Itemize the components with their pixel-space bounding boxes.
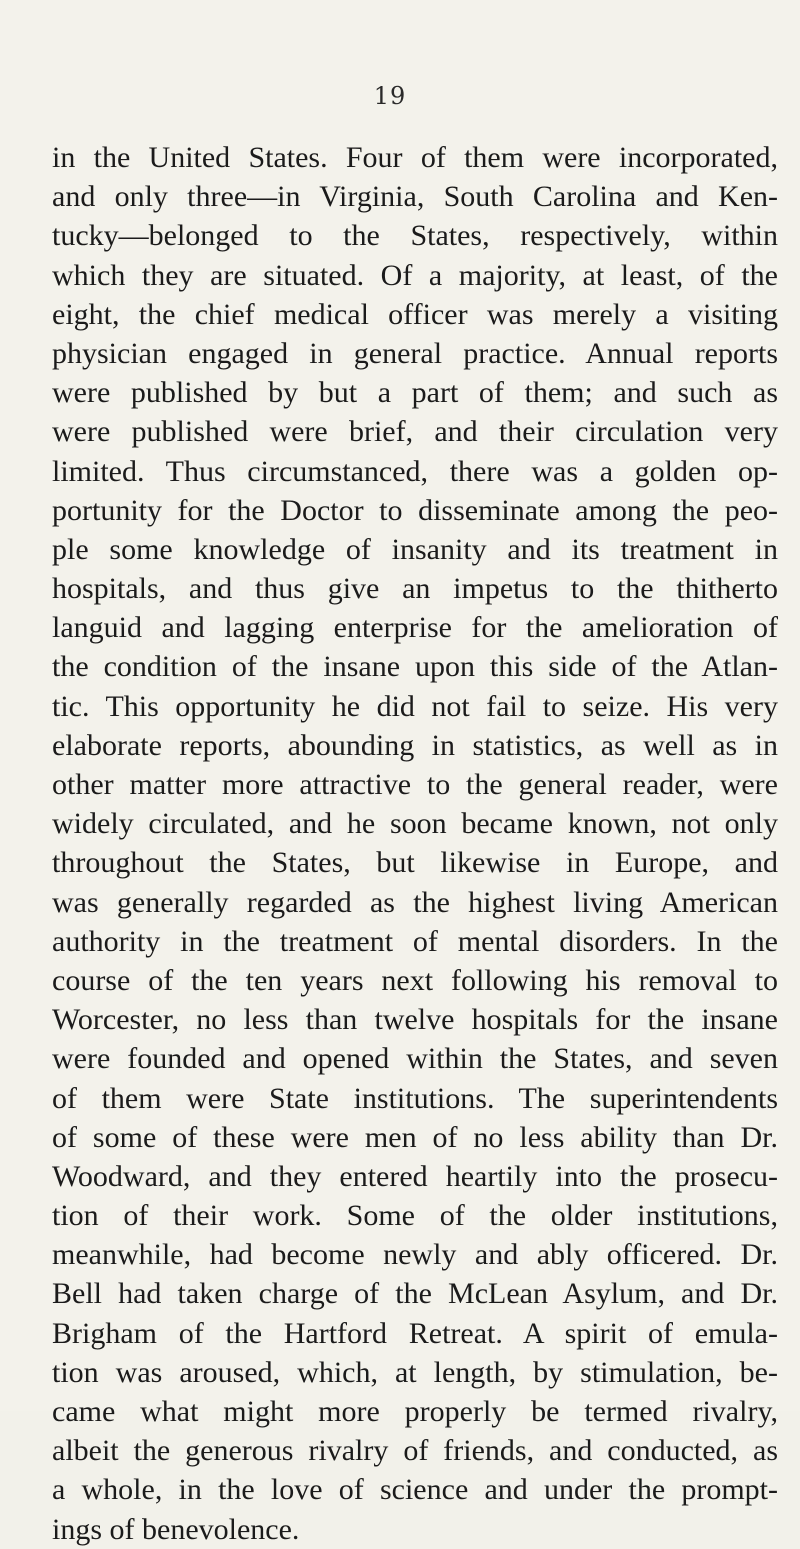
text-line: were published were brief, and their circulation very <box>52 415 778 449</box>
text-line: in the United States. Four of them were incorporated, <box>52 141 778 174</box>
text-line: portunity for the Doctor to disseminate among the peo- <box>52 493 778 527</box>
text-line: Bell had taken charge of the McLean Asylum, and Dr. <box>52 1277 778 1311</box>
text-line: Worcester, no less than twelve hospitals for the insane <box>52 1003 778 1037</box>
text-line: eight, the chief medical officer was merely a visiting <box>52 297 778 331</box>
text-line: tucky—belonged to the States, respectively, within <box>52 219 778 253</box>
text-line: languid and lagging enterprise for the amelioration of <box>52 611 778 645</box>
page-number: 19 <box>373 82 407 110</box>
text-line: meanwhile, had become newly and ably officered. Dr. <box>52 1238 778 1272</box>
text-line: course of the ten years next following his removal to <box>52 963 778 997</box>
text-line: came what might more properly be termed rivalry, <box>52 1395 778 1428</box>
text-line: authority in the treatment of mental disorders. In the <box>52 924 778 958</box>
text-line: ple some knowledge of insanity and its treatment in <box>52 532 778 566</box>
text-line: of them were State institutions. The superintendents <box>52 1081 778 1115</box>
text-line: a whole, in the love of science and under the prompt- <box>52 1473 778 1507</box>
text-line: the condition of the insane upon this side of the Atlan- <box>52 650 778 684</box>
text-line: Brigham of the Hartford Retreat. A spirit of emula- <box>52 1316 778 1350</box>
body-text <box>52 138 778 1549</box>
text-line: Woodward, and they entered heartily into the prosecu- <box>52 1159 778 1193</box>
text-line: hospitals, and thus give an impetus to the thitherto <box>52 572 778 606</box>
text-line: other matter more attractive to the general reader, were <box>52 768 778 801</box>
text-line: widely circulated, and he soon became known, not only <box>52 807 778 841</box>
text-line: albeit the generous rivalry of friends, and conducted, as <box>52 1434 778 1468</box>
text-line: elaborate reports, abounding in statistics, as well as in <box>52 728 778 762</box>
text-line: and only three—in Virginia, South Carolina and Ken- <box>52 180 778 214</box>
text-line: tion was aroused, which, at length, by stimulation, be- <box>52 1355 778 1389</box>
text-line: were founded and opened within the States, and seven <box>52 1042 778 1076</box>
text-line: throughout the States, but likewise in Europe, and <box>52 846 778 880</box>
text-line: tion of their work. Some of the older institutions, <box>52 1199 778 1233</box>
text-line-last: ings of benevolence. <box>52 1512 300 1546</box>
text-line: limited. Thus circumstanced, there was a golden op- <box>52 454 778 488</box>
text-line: was generally regarded as the highest living American <box>52 885 778 919</box>
text-line: which they are situated. Of a majority, at least, of the <box>52 258 778 292</box>
text-line: tic. This opportunity he did not fail to seize. His very <box>52 689 778 723</box>
text-line: of some of these were men of no less ability than Dr. <box>52 1120 778 1154</box>
text-line: physician engaged in general practice. Annual reports <box>52 336 778 370</box>
text-line: were published by but a part of them; and such as <box>52 376 778 410</box>
